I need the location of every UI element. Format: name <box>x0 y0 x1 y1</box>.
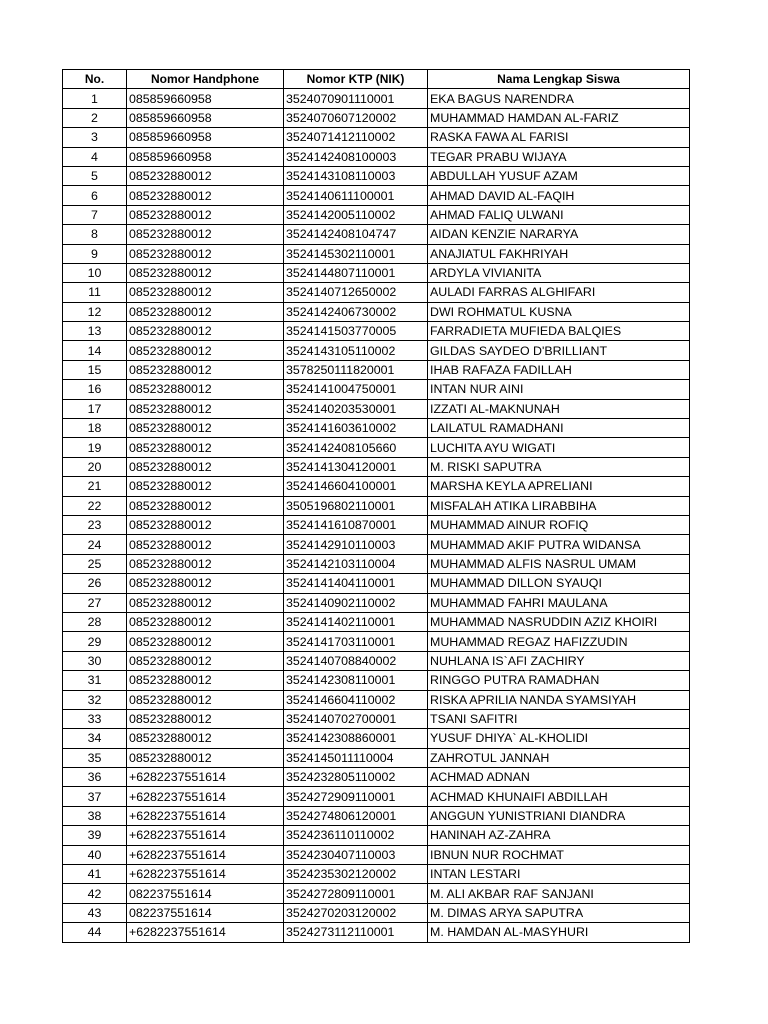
table-row <box>63 128 690 147</box>
phone-number-cell: 085232880012 <box>127 535 284 554</box>
phone-number-cell: 085232880012 <box>127 399 284 418</box>
nik-number-cell: 3524141004750001 <box>284 380 428 399</box>
student-name-cell: INTAN LESTARI <box>428 865 690 884</box>
row-number-cell: 20 <box>63 457 127 476</box>
student-name-cell: MUHAMMAD AINUR ROFIQ <box>428 515 690 534</box>
nik-number-cell: 3524071412110002 <box>284 128 428 147</box>
nik-number-cell: 3524141404110001 <box>284 574 428 593</box>
nik-number-cell: 3524143108110003 <box>284 166 428 185</box>
student-name-cell: M. ALI AKBAR RAF SANJANI <box>428 884 690 903</box>
row-number-cell: 32 <box>63 690 127 709</box>
phone-number-cell: +6282237551614 <box>127 806 284 825</box>
phone-number-cell: +6282237551614 <box>127 845 284 864</box>
nik-number-cell: 3524142308110001 <box>284 671 428 690</box>
row-number-cell: 18 <box>63 419 127 438</box>
row-number-cell: 40 <box>63 845 127 864</box>
row-number-cell: 5 <box>63 166 127 185</box>
nik-number-cell: 3524142308860001 <box>284 729 428 748</box>
nik-number-cell: 3524140708840002 <box>284 651 428 670</box>
nik-number-cell: 3524141703110001 <box>284 632 428 651</box>
row-number-cell: 4 <box>63 147 127 166</box>
table-row <box>63 826 690 845</box>
student-name-cell: MUHAMMAD HAMDAN AL-FARIZ <box>428 108 690 127</box>
phone-number-cell: 085232880012 <box>127 593 284 612</box>
phone-number-cell: 085232880012 <box>127 671 284 690</box>
student-name-cell: AHMAD DAVID AL-FAQIH <box>428 186 690 205</box>
header-no: No. <box>63 70 127 89</box>
table-row <box>63 787 690 806</box>
nik-number-cell: 3524140203530001 <box>284 399 428 418</box>
phone-number-cell: 085232880012 <box>127 496 284 515</box>
phone-number-cell: +6282237551614 <box>127 768 284 787</box>
phone-number-cell: 085232880012 <box>127 729 284 748</box>
phone-number-cell: 085232880012 <box>127 225 284 244</box>
nik-number-cell: 3524144807110001 <box>284 263 428 282</box>
student-name-cell: IBNUN NUR ROCHMAT <box>428 845 690 864</box>
row-number-cell: 30 <box>63 651 127 670</box>
row-number-cell: 41 <box>63 865 127 884</box>
table-row <box>63 748 690 767</box>
table-row <box>63 768 690 787</box>
student-name-cell: ARDYLA VIVIANITA <box>428 263 690 282</box>
row-number-cell: 33 <box>63 709 127 728</box>
student-name-cell: RASKA FAWA AL FARISI <box>428 128 690 147</box>
student-name-cell: MUHAMMAD ALFIS NASRUL UMAM <box>428 554 690 573</box>
table-row <box>63 806 690 825</box>
student-name-cell: IHAB RAFAZA FADILLAH <box>428 360 690 379</box>
student-name-cell: M. DIMAS ARYA SAPUTRA <box>428 903 690 922</box>
table-row <box>63 438 690 457</box>
nik-number-cell: 3524140702700001 <box>284 709 428 728</box>
nik-number-cell: 3524070607120002 <box>284 108 428 127</box>
phone-number-cell: 085232880012 <box>127 419 284 438</box>
student-name-cell: LUCHITA AYU WIGATI <box>428 438 690 457</box>
row-number-cell: 31 <box>63 671 127 690</box>
header-name: Nama Lengkap Siswa <box>428 70 690 89</box>
table-row <box>63 302 690 321</box>
row-number-cell: 9 <box>63 244 127 263</box>
row-number-cell: 28 <box>63 612 127 631</box>
nik-number-cell: 3524274806120001 <box>284 806 428 825</box>
phone-number-cell: 085232880012 <box>127 322 284 341</box>
student-name-cell: FARRADIETA MUFIEDA BALQIES <box>428 322 690 341</box>
phone-number-cell: 085232880012 <box>127 477 284 496</box>
table-row <box>63 690 690 709</box>
row-number-cell: 43 <box>63 903 127 922</box>
phone-number-cell: 085232880012 <box>127 186 284 205</box>
student-name-cell: TSANI SAFITRI <box>428 709 690 728</box>
student-name-cell: MUHAMMAD NASRUDDIN AZIZ KHOIRI <box>428 612 690 631</box>
row-number-cell: 17 <box>63 399 127 418</box>
table-row <box>63 205 690 224</box>
student-name-cell: MUHAMMAD REGAZ HAFIZZUDIN <box>428 632 690 651</box>
student-name-cell: ACHMAD KHUNAIFI ABDILLAH <box>428 787 690 806</box>
student-name-cell: MUHAMMAD AKIF PUTRA WIDANSA <box>428 535 690 554</box>
student-name-cell: INTAN NUR AINI <box>428 380 690 399</box>
row-number-cell: 16 <box>63 380 127 399</box>
table-row <box>63 108 690 127</box>
phone-number-cell: 085859660958 <box>127 128 284 147</box>
row-number-cell: 37 <box>63 787 127 806</box>
student-data-table <box>62 69 690 943</box>
table-row <box>63 322 690 341</box>
student-name-cell: RINGGO PUTRA RAMADHAN <box>428 671 690 690</box>
student-name-cell: MISFALAH ATIKA LIRABBIHA <box>428 496 690 515</box>
row-number-cell: 2 <box>63 108 127 127</box>
nik-number-cell: 3524142408105660 <box>284 438 428 457</box>
row-number-cell: 25 <box>63 554 127 573</box>
table-row <box>63 671 690 690</box>
student-name-cell: MARSHA KEYLA APRELIANI <box>428 477 690 496</box>
phone-number-cell: 085232880012 <box>127 380 284 399</box>
phone-number-cell: +6282237551614 <box>127 787 284 806</box>
student-name-cell: M. HAMDAN AL-MASYHURI <box>428 923 690 942</box>
nik-number-cell: 3524146604100001 <box>284 477 428 496</box>
student-name-cell: HANINAH AZ-ZAHRA <box>428 826 690 845</box>
header-phone: Nomor Handphone <box>127 70 284 89</box>
table-row <box>63 380 690 399</box>
nik-number-cell: 3524140712650002 <box>284 283 428 302</box>
nik-number-cell: 3524141402110001 <box>284 612 428 631</box>
row-number-cell: 21 <box>63 477 127 496</box>
row-number-cell: 12 <box>63 302 127 321</box>
nik-number-cell: 3524141304120001 <box>284 457 428 476</box>
row-number-cell: 7 <box>63 205 127 224</box>
student-name-cell: DWI ROHMATUL KUSNA <box>428 302 690 321</box>
table-row <box>63 651 690 670</box>
row-number-cell: 11 <box>63 283 127 302</box>
table-row <box>63 612 690 631</box>
nik-number-cell: 3524230407110003 <box>284 845 428 864</box>
phone-number-cell: +6282237551614 <box>127 826 284 845</box>
phone-number-cell: +6282237551614 <box>127 865 284 884</box>
student-name-cell: ANGGUN YUNISTRIANI DIANDRA <box>428 806 690 825</box>
phone-number-cell: 085232880012 <box>127 632 284 651</box>
nik-number-cell: 3524141503770005 <box>284 322 428 341</box>
phone-number-cell: 085232880012 <box>127 438 284 457</box>
nik-number-cell: 3524070901110001 <box>284 89 428 108</box>
nik-number-cell: 3524142910110003 <box>284 535 428 554</box>
row-number-cell: 42 <box>63 884 127 903</box>
nik-number-cell: 3524140611100001 <box>284 186 428 205</box>
table-row <box>63 457 690 476</box>
table-row <box>63 89 690 108</box>
phone-number-cell: 085232880012 <box>127 341 284 360</box>
row-number-cell: 44 <box>63 923 127 942</box>
nik-number-cell: 3524270203120002 <box>284 903 428 922</box>
nik-number-cell: 3524145302110001 <box>284 244 428 263</box>
table-row <box>63 632 690 651</box>
row-number-cell: 24 <box>63 535 127 554</box>
table-row <box>63 593 690 612</box>
table-body <box>63 89 690 942</box>
student-name-cell: MUHAMMAD FAHRI MAULANA <box>428 593 690 612</box>
row-number-cell: 6 <box>63 186 127 205</box>
phone-number-cell: 082237551614 <box>127 903 284 922</box>
table-row <box>63 399 690 418</box>
student-name-cell: YUSUF DHIYA` AL-KHOLIDI <box>428 729 690 748</box>
phone-number-cell: 085232880012 <box>127 457 284 476</box>
table-row <box>63 360 690 379</box>
nik-number-cell: 3505196802110001 <box>284 496 428 515</box>
row-number-cell: 13 <box>63 322 127 341</box>
phone-number-cell: 085232880012 <box>127 574 284 593</box>
nik-number-cell: 3524272909110001 <box>284 787 428 806</box>
student-name-cell: GILDAS SAYDEO D'BRILLIANT <box>428 341 690 360</box>
phone-number-cell: 085859660958 <box>127 89 284 108</box>
table-row <box>63 283 690 302</box>
phone-number-cell: 085232880012 <box>127 748 284 767</box>
student-name-cell: AULADI FARRAS ALGHIFARI <box>428 283 690 302</box>
phone-number-cell: 085232880012 <box>127 283 284 302</box>
phone-number-cell: 085232880012 <box>127 515 284 534</box>
nik-number-cell: 3524235302120002 <box>284 865 428 884</box>
row-number-cell: 23 <box>63 515 127 534</box>
header-nik: Nomor KTP (NIK) <box>284 70 428 89</box>
table-row <box>63 554 690 573</box>
student-name-cell: IZZATI AL-MAKNUNAH <box>428 399 690 418</box>
phone-number-cell: 085232880012 <box>127 244 284 263</box>
nik-number-cell: 3524141610870001 <box>284 515 428 534</box>
student-name-cell: ABDULLAH YUSUF AZAM <box>428 166 690 185</box>
phone-number-cell: 085232880012 <box>127 263 284 282</box>
student-name-cell: M. RISKI SAPUTRA <box>428 457 690 476</box>
phone-number-cell: 085232880012 <box>127 360 284 379</box>
row-number-cell: 1 <box>63 89 127 108</box>
row-number-cell: 10 <box>63 263 127 282</box>
row-number-cell: 14 <box>63 341 127 360</box>
table-row <box>63 166 690 185</box>
student-name-cell: NUHLANA IS`AFI ZACHIRY <box>428 651 690 670</box>
phone-number-cell: 082237551614 <box>127 884 284 903</box>
nik-number-cell: 3524142005110002 <box>284 205 428 224</box>
table-row <box>63 263 690 282</box>
phone-number-cell: 085232880012 <box>127 205 284 224</box>
nik-number-cell: 3524273112110001 <box>284 923 428 942</box>
student-name-cell: ACHMAD ADNAN <box>428 768 690 787</box>
table-row <box>63 186 690 205</box>
nik-number-cell: 3524145011110004 <box>284 748 428 767</box>
nik-number-cell: 3524141603610002 <box>284 419 428 438</box>
phone-number-cell: 085232880012 <box>127 302 284 321</box>
row-number-cell: 19 <box>63 438 127 457</box>
student-name-cell: RISKA APRILIA NANDA SYAMSIYAH <box>428 690 690 709</box>
phone-number-cell: 085859660958 <box>127 147 284 166</box>
row-number-cell: 26 <box>63 574 127 593</box>
table-row <box>63 419 690 438</box>
student-name-cell: EKA BAGUS NARENDRA <box>428 89 690 108</box>
table-row <box>63 574 690 593</box>
row-number-cell: 36 <box>63 768 127 787</box>
row-number-cell: 35 <box>63 748 127 767</box>
phone-number-cell: 085232880012 <box>127 554 284 573</box>
header-row <box>63 70 690 89</box>
nik-number-cell: 3524146604110002 <box>284 690 428 709</box>
phone-number-cell: +6282237551614 <box>127 923 284 942</box>
table-row <box>63 244 690 263</box>
nik-number-cell: 3524140902110002 <box>284 593 428 612</box>
row-number-cell: 34 <box>63 729 127 748</box>
table-row <box>63 225 690 244</box>
nik-number-cell: 3524272809110001 <box>284 884 428 903</box>
nik-number-cell: 3524142408104747 <box>284 225 428 244</box>
nik-number-cell: 3524142103110004 <box>284 554 428 573</box>
table-row <box>63 341 690 360</box>
table-row <box>63 496 690 515</box>
row-number-cell: 39 <box>63 826 127 845</box>
table-row <box>63 515 690 534</box>
table-row <box>63 729 690 748</box>
nik-number-cell: 3524142408100003 <box>284 147 428 166</box>
table-row <box>63 884 690 903</box>
nik-number-cell: 3524232805110002 <box>284 768 428 787</box>
phone-number-cell: 085232880012 <box>127 690 284 709</box>
nik-number-cell: 3578250111820001 <box>284 360 428 379</box>
table-row <box>63 709 690 728</box>
student-name-cell: LAILATUL RAMADHANI <box>428 419 690 438</box>
phone-number-cell: 085232880012 <box>127 651 284 670</box>
phone-number-cell: 085232880012 <box>127 612 284 631</box>
nik-number-cell: 3524236110110002 <box>284 826 428 845</box>
row-number-cell: 29 <box>63 632 127 651</box>
student-name-cell: MUHAMMAD DILLON SYAUQI <box>428 574 690 593</box>
student-name-cell: AHMAD FALIQ ULWANI <box>428 205 690 224</box>
row-number-cell: 8 <box>63 225 127 244</box>
table-row <box>63 845 690 864</box>
table-row <box>63 923 690 942</box>
table-header <box>63 70 690 89</box>
student-name-cell: AIDAN KENZIE NARARYA <box>428 225 690 244</box>
phone-number-cell: 085232880012 <box>127 709 284 728</box>
row-number-cell: 15 <box>63 360 127 379</box>
table-row <box>63 147 690 166</box>
row-number-cell: 38 <box>63 806 127 825</box>
table-row <box>63 477 690 496</box>
phone-number-cell: 085232880012 <box>127 166 284 185</box>
row-number-cell: 27 <box>63 593 127 612</box>
student-name-cell: ZAHROTUL JANNAH <box>428 748 690 767</box>
phone-number-cell: 085859660958 <box>127 108 284 127</box>
row-number-cell: 22 <box>63 496 127 515</box>
nik-number-cell: 3524143105110002 <box>284 341 428 360</box>
table-row <box>63 535 690 554</box>
student-name-cell: TEGAR PRABU WIJAYA <box>428 147 690 166</box>
table-row <box>63 903 690 922</box>
row-number-cell: 3 <box>63 128 127 147</box>
table-row <box>63 865 690 884</box>
student-name-cell: ANAJIATUL FAKHRIYAH <box>428 244 690 263</box>
nik-number-cell: 3524142406730002 <box>284 302 428 321</box>
